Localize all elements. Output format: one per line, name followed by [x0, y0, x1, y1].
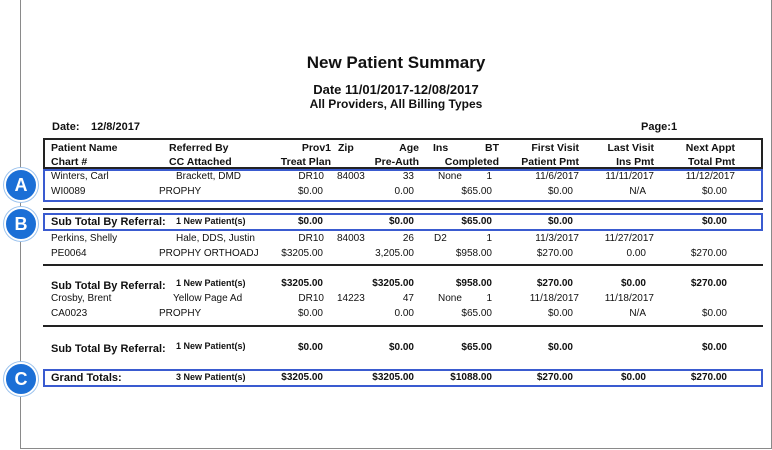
cc-attached: PROPHY	[159, 186, 202, 197]
subtotal-count: 1 New Patient(s)	[176, 341, 246, 351]
total-pmt: $270.00	[690, 248, 727, 259]
subtotal-count: 1 New Patient(s)	[176, 216, 246, 226]
ins-pmt: N/A	[629, 308, 646, 319]
col-prov1: Prov1	[301, 142, 331, 154]
total-pmt: $0.00	[701, 308, 727, 319]
subtotal-treat-plan: $0.00	[297, 216, 323, 227]
grand-total-total-pmt: $270.00	[690, 372, 727, 383]
billing-type: 1	[486, 171, 492, 182]
col-chart-number: Chart #	[51, 156, 88, 168]
age: 26	[402, 233, 414, 244]
referred-by: Brackett, DMD	[176, 171, 242, 182]
insurance: None	[438, 171, 462, 182]
last-visit: 11/27/2017	[604, 233, 654, 244]
provider: DR10	[298, 293, 324, 304]
completed: $958.00	[455, 248, 492, 259]
col-pre-auth: Pre-Auth	[374, 156, 419, 168]
age: 47	[402, 293, 414, 304]
report-date-range: Date 11/01/2017-12/08/2017	[313, 82, 479, 97]
subtotal-ins-pmt: $0.00	[620, 278, 646, 289]
grand-total-count: 3 New Patient(s)	[176, 372, 246, 382]
col-ins: Ins	[433, 142, 449, 154]
first-visit: 11/6/2017	[535, 171, 579, 182]
col-first-visit: First Visit	[531, 142, 579, 154]
subtotal-label: Sub Total By Referral:	[51, 216, 166, 228]
patient-pmt: $0.00	[547, 308, 573, 319]
chart-number: PE0064	[51, 248, 87, 259]
report-page	[20, 0, 772, 449]
subtotal-label: Sub Total By Referral:	[51, 280, 166, 292]
callout-badge-a: A	[4, 168, 38, 202]
report-date-value: 12/8/2017	[91, 121, 140, 133]
subtotal-patient-pmt: $0.00	[547, 342, 573, 353]
patient-name: Perkins, Shelly	[51, 233, 118, 244]
subtotal-treat-plan: $0.00	[297, 342, 323, 353]
subtotal-completed: $65.00	[461, 216, 492, 227]
age: 33	[402, 171, 414, 182]
billing-type: 1	[486, 293, 492, 304]
last-visit: 11/18/2017	[604, 293, 654, 304]
callout-badge-b: B	[4, 207, 38, 241]
last-visit: 11/11/2017	[605, 171, 654, 182]
treat-plan: $0.00	[297, 308, 323, 319]
subtotal-treat-plan: $3205.00	[281, 278, 323, 289]
insurance: D2	[434, 233, 447, 244]
col-total-pmt: Total Pmt	[687, 156, 735, 168]
provider: DR10	[298, 233, 324, 244]
subtotal-pre-auth: $0.00	[388, 342, 414, 353]
chart-number: CA0023	[51, 308, 88, 319]
patient-name: Crosby, Brent	[51, 293, 112, 304]
provider: DR10	[298, 171, 324, 182]
report-page-number: Page:1	[641, 121, 678, 133]
report-title: New Patient Summary	[306, 53, 486, 72]
subtotal-label: Sub Total By Referral:	[51, 343, 166, 355]
pre-auth: 3,205.00	[375, 248, 414, 259]
patient-pmt: $0.00	[547, 186, 573, 197]
pre-auth: 0.00	[394, 308, 414, 319]
col-cc-attached: CC Attached	[169, 156, 232, 168]
col-completed: Completed	[444, 156, 499, 168]
section-divider	[43, 264, 763, 266]
total-pmt: $0.00	[701, 186, 727, 197]
grand-total-completed: $1088.00	[450, 372, 492, 383]
report-date-label: Date:	[52, 121, 80, 133]
subtotal-patient-pmt: $0.00	[547, 216, 573, 227]
treat-plan: $0.00	[297, 186, 323, 197]
zip: 14223	[337, 293, 365, 304]
subtotal-patient-pmt: $270.00	[536, 278, 573, 289]
ins-pmt: 0.00	[626, 248, 646, 259]
col-last-visit: Last Visit	[607, 142, 654, 154]
subtotal-pre-auth: $3205.00	[372, 278, 414, 289]
subtotal-pre-auth: $0.00	[388, 216, 414, 227]
col-treat-plan: Treat Plan	[280, 156, 331, 168]
col-referred-by: Referred By	[169, 142, 229, 154]
subtotal-total-pmt: $0.00	[701, 216, 727, 227]
completed: $65.00	[461, 186, 492, 197]
col-zip: Zip	[338, 142, 354, 154]
subtotal-completed: $65.00	[461, 342, 492, 353]
patient-name: Winters, Carl	[51, 171, 109, 182]
first-visit: 11/3/2017	[535, 233, 579, 244]
insurance: None	[438, 293, 462, 304]
grand-total-patient-pmt: $270.00	[536, 372, 573, 383]
subtotal-total-pmt: $270.00	[690, 278, 727, 289]
col-ins-pmt: Ins Pmt	[616, 156, 654, 168]
section-divider	[43, 208, 763, 210]
col-bt: BT	[485, 142, 499, 154]
treat-plan: $3205.00	[281, 248, 323, 259]
subtotal-count: 1 New Patient(s)	[176, 278, 246, 288]
zip: 84003	[337, 171, 365, 182]
zip: 84003	[337, 233, 365, 244]
cc-attached: PROPHY ORTHOADJ	[159, 248, 259, 259]
referred-by: Yellow Page Ad	[173, 293, 243, 304]
callout-badge-c: C	[4, 362, 38, 396]
col-patient-name: Patient Name	[51, 142, 118, 154]
grand-total-label: Grand Totals:	[51, 372, 122, 384]
grand-total-treat-plan: $3205.00	[281, 372, 323, 383]
patient-pmt: $270.00	[536, 248, 573, 259]
billing-type: 1	[486, 233, 492, 244]
col-age: Age	[399, 142, 419, 154]
grand-total-pre-auth: $3205.00	[372, 372, 414, 383]
report-filter: All Providers, All Billing Types	[309, 97, 483, 111]
chart-number: WI0089	[51, 186, 86, 197]
completed: $65.00	[461, 308, 492, 319]
section-divider	[43, 325, 763, 327]
pre-auth: 0.00	[394, 186, 414, 197]
subtotal-total-pmt: $0.00	[701, 342, 727, 353]
ins-pmt: N/A	[629, 186, 646, 197]
col-next-appt: Next Appt	[685, 142, 735, 154]
col-patient-pmt: Patient Pmt	[521, 156, 579, 168]
first-visit: 11/18/2017	[529, 293, 579, 304]
referred-by: Hale, DDS, Justin	[176, 233, 255, 244]
cc-attached: PROPHY	[159, 308, 202, 319]
next-appt: 11/12/2017	[685, 171, 735, 182]
grand-total-ins-pmt: $0.00	[620, 372, 646, 383]
subtotal-completed: $958.00	[455, 278, 492, 289]
